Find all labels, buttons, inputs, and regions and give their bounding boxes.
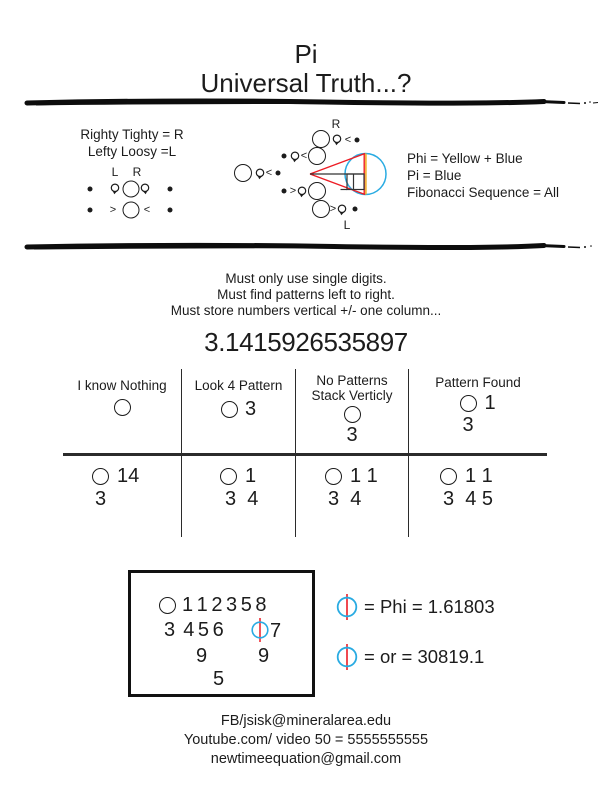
big-circle — [308, 147, 326, 165]
rotation-icon — [337, 204, 348, 216]
dot — [168, 208, 173, 213]
symbol-legend — [336, 592, 495, 692]
table-header-row — [63, 369, 547, 453]
greater-than-sign: > — [109, 204, 117, 216]
dot — [355, 138, 360, 143]
label-l: L — [111, 165, 119, 179]
fib-row-2-right: 7 — [270, 620, 282, 642]
dot — [282, 189, 287, 194]
column-title: Pattern Found — [435, 375, 521, 390]
fib-row-4: 5 — [213, 668, 225, 690]
phi-legend-row — [336, 592, 495, 622]
dot — [282, 154, 287, 159]
rotation-icon — [140, 183, 151, 195]
dot — [88, 208, 93, 213]
body-cell-3 — [296, 456, 409, 537]
mini-rotation-diagram — [85, 165, 185, 227]
column-title: No Patterns — [316, 373, 388, 388]
rule-left-to-right: Must find patterns left to right. — [217, 287, 395, 302]
rule-single-digits: Must only use single digits. — [225, 271, 387, 286]
column-title: Look 4 Pattern — [194, 378, 283, 393]
title-line-pi: Pi — [294, 39, 318, 69]
pi-color-line: Pi = Blue — [407, 168, 462, 183]
fib-row-1: 1 1 2 3 5 8 — [182, 594, 266, 616]
fibonacci-box — [128, 570, 315, 697]
cell-below-value: 3 4 5 — [443, 487, 494, 510]
body-cell-2 — [182, 456, 296, 537]
cell-value: 1 1 — [465, 464, 493, 487]
phi-circle-icon — [336, 642, 358, 672]
email-contact: newtimeequation@gmail.com — [210, 751, 402, 767]
header-value: 1 — [484, 392, 496, 414]
big-circle — [92, 468, 109, 485]
dot — [353, 207, 358, 212]
big-circle — [312, 130, 330, 148]
big-circle — [123, 202, 140, 219]
less-than-sign: < — [143, 204, 151, 216]
footer-contacts — [0, 712, 612, 769]
dot — [88, 187, 93, 192]
rotation-icon — [255, 168, 266, 180]
big-circle — [234, 164, 252, 182]
cell-below-value: 3 4 — [225, 487, 259, 510]
big-circle — [308, 182, 326, 200]
label-l-bottom: L — [343, 218, 351, 232]
fib-row-3-right: 9 — [258, 645, 270, 667]
cell-value: 1 1 — [350, 464, 378, 487]
column-title-line2: Stack Verticly — [311, 388, 393, 403]
page-title — [0, 40, 612, 98]
cell-below-value: 3 — [95, 487, 107, 510]
phi-circle-icon — [251, 617, 269, 643]
big-circle — [440, 468, 457, 485]
pattern-table — [63, 369, 547, 537]
column-look-4-pattern — [182, 369, 296, 453]
cell-below-value: 3 4 — [328, 487, 362, 510]
lefty-loosy-line: Lefty Loosy =L — [87, 143, 177, 159]
or-legend-text: = or = 30819.1 — [364, 646, 485, 667]
big-circle — [221, 401, 238, 418]
big-circle — [344, 406, 361, 423]
phi-circle-icon — [336, 592, 358, 622]
big-circle — [114, 399, 131, 416]
fibonacci-color-line: Fibonacci Sequence = All — [407, 185, 559, 200]
fib-row-2: 3 4 5 6 — [164, 619, 223, 641]
big-circle — [159, 597, 176, 614]
table-body-row — [63, 456, 547, 537]
rotation-icon — [290, 151, 301, 163]
or-legend-row — [336, 642, 495, 672]
column-pattern-found — [409, 369, 547, 453]
rules-text — [0, 271, 612, 319]
header-below-value: 3 — [346, 424, 358, 446]
pi-number: 3.1415926535897 — [204, 327, 408, 357]
big-circle — [312, 200, 330, 218]
dot — [276, 171, 281, 176]
column-title: I know Nothing — [77, 378, 167, 393]
facebook-contact: FB/jsisk@mineralarea.edu — [220, 713, 392, 729]
phi-legend-text: = Phi = 1.61803 — [364, 596, 495, 617]
less-than-sign: < — [300, 150, 308, 162]
hand-drawn-divider-top — [24, 95, 599, 111]
header-below-value: 3 — [462, 414, 474, 436]
righty-tighty-line: Righty Tighty = R — [80, 127, 184, 142]
big-circle — [220, 468, 237, 485]
rotation-icon — [297, 186, 308, 198]
rotation-icon — [110, 183, 121, 195]
big-circle — [460, 395, 477, 412]
rule-vertical-column: Must store numbers vertical +/- one column... — [170, 303, 442, 318]
label-r-top: R — [331, 117, 341, 131]
label-r: R — [132, 165, 142, 179]
youtube-contact: Youtube.com/ video 50 = 5555555555 — [183, 732, 429, 748]
rotation-icon — [332, 134, 343, 146]
column-no-patterns — [296, 369, 409, 453]
righty-lefty-instructions — [62, 127, 202, 160]
less-than-sign: < — [344, 134, 352, 146]
big-circle — [325, 468, 342, 485]
less-than-sign: < — [265, 167, 273, 179]
title-line-universal-truth: Universal Truth...? — [200, 68, 412, 98]
body-cell-1 — [63, 456, 182, 537]
fib-row-3-left: 9 — [196, 645, 208, 667]
greater-than-sign: > — [289, 185, 297, 197]
column-i-know-nothing — [63, 369, 182, 453]
greater-than-sign: > — [329, 203, 337, 215]
header-value: 3 — [244, 398, 257, 420]
big-circle — [123, 181, 140, 198]
cell-value: 14 — [117, 464, 140, 487]
dot — [168, 187, 173, 192]
phi-color-line: Phi = Yellow + Blue — [407, 151, 523, 166]
cell-value: 1 — [245, 464, 257, 487]
color-key — [407, 150, 559, 201]
body-cell-4 — [409, 456, 547, 537]
